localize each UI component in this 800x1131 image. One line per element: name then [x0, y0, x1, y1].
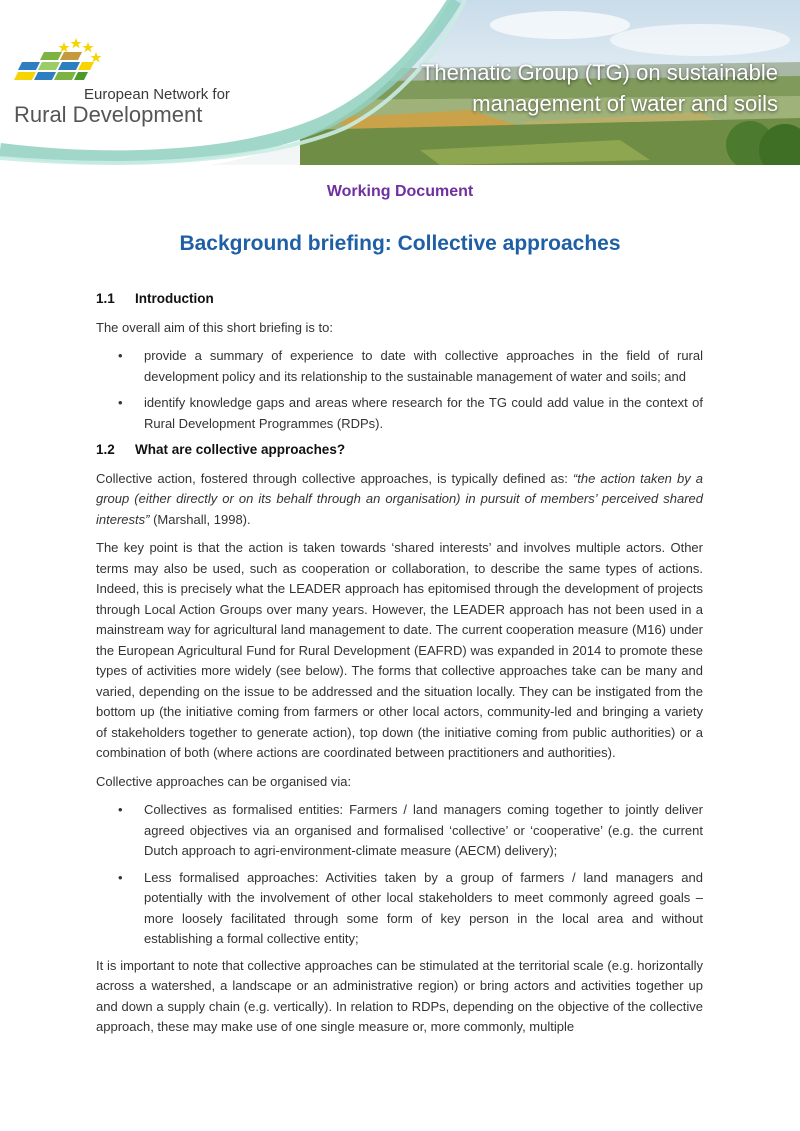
org-name-line2: Rural Development	[14, 102, 203, 127]
bullet-icon: •	[118, 802, 123, 817]
bullet-icon: •	[118, 395, 123, 410]
document-label: Working Document	[326, 183, 474, 200]
list-item-text: Less formalised approaches: Activities taken by a group of farmers / land managers and potentially with the involvement of other local stakeholders to meet commonly agreed goals – more loosely facilitated through some form of key person in the local area and without establishing a formal collective entity;	[144, 869, 703, 946]
document-body	[96, 289, 703, 1046]
section-number: 1.2	[96, 442, 115, 457]
thematic-group-title-line2: management of water and soils	[472, 91, 778, 116]
header-banner	[0, 0, 800, 165]
org-name-line1: European Network for	[84, 86, 230, 103]
list-item	[96, 800, 703, 862]
thematic-group-title-line1: Thematic Group (TG) on sustainable	[420, 60, 778, 85]
list-item	[96, 868, 703, 950]
page-title: Background briefing: Collective approaches	[179, 232, 621, 255]
paragraph-text: Collective action, fostered through collective approaches, is typically defined as:	[96, 470, 573, 486]
paragraph: Collective approaches can be organised via:	[96, 773, 352, 789]
paragraph: The overall aim of this short briefing is to:	[96, 319, 333, 335]
bullet-list	[96, 346, 703, 434]
list-item-text: identify knowledge gaps and areas where research for the TG could add value in the context of Rural Development Programmes (RDPs).	[144, 395, 703, 431]
citation: (Marshall, 1998).	[149, 511, 251, 527]
section-title: What are collective approaches?	[135, 442, 346, 457]
paragraph: The key point is that the action is taken towards ‘shared interests’ and involves multiple actors. Other terms may also be used, such as cooperation or collaboration, to describe the same types of actions. Indeed, this is precisely what the LEADER approach has epitomised through the development of projects through Local Action Groups over many years. However, the LEADER approach has not been used in a mainstream way for agricultural land management to date. The current cooperation measure (M16) under the European Agricultural Fund for Rural Development (EAFRD) was expanded in 2014 to promote these types of activities more widely (see below). The forms that collective approaches take can be many and varied, depending on the issue to be addressed and the situation locally. They can be instigated from the bottom up (the initiative coming from farmers or other local actors, community-led and bringing a variety of stakeholders together to generate action), top down (the initiative coming from public authorities) or a combination of both (where actions are coordinated between practitioners and authorities).	[96, 540, 703, 760]
bullet-icon: •	[118, 348, 123, 363]
list-item-text: Collectives as formalised entities: Farmers / land managers coming together to jointly deliver agreed objectives via an organised and formalised ‘collective’ or ‘cooperative’ (e.g. the current Dutch approach to agri-environment-climate measure (AECM) delivery);	[144, 802, 703, 858]
list-item	[96, 346, 703, 387]
list-item-text: provide a summary of experience to date with collective approaches in the field of rural development policy and its relationship to the sustainable management of water and soils; and	[144, 348, 703, 384]
paragraph	[96, 469, 703, 531]
thematic-group-title	[378, 57, 778, 119]
enrd-logo	[14, 38, 230, 133]
definition-quote: “the action taken by a group (either directly or on its behalf through an organisation) in pursuit of members’ perceived shared interests”	[96, 470, 703, 527]
list-item	[96, 393, 703, 434]
section-title: Introduction	[135, 291, 214, 306]
bullet-icon: •	[118, 869, 123, 885]
section-number: 1.1	[96, 291, 115, 306]
section-heading-introduction	[96, 289, 703, 310]
bullet-list	[96, 800, 703, 950]
paragraph: It is important to note that collective approaches can be stimulated at the territorial scale (e.g. horizontally across a watershed, a landscape or an administrative region) or bring actors and activities together up and down a supply chain (e.g. vertically). In relation to RDPs, depending on the objective of the collective approach, these may make use of one single measure or, more commonly, multiple	[96, 957, 703, 1034]
section-heading-collective-approaches	[96, 440, 703, 461]
